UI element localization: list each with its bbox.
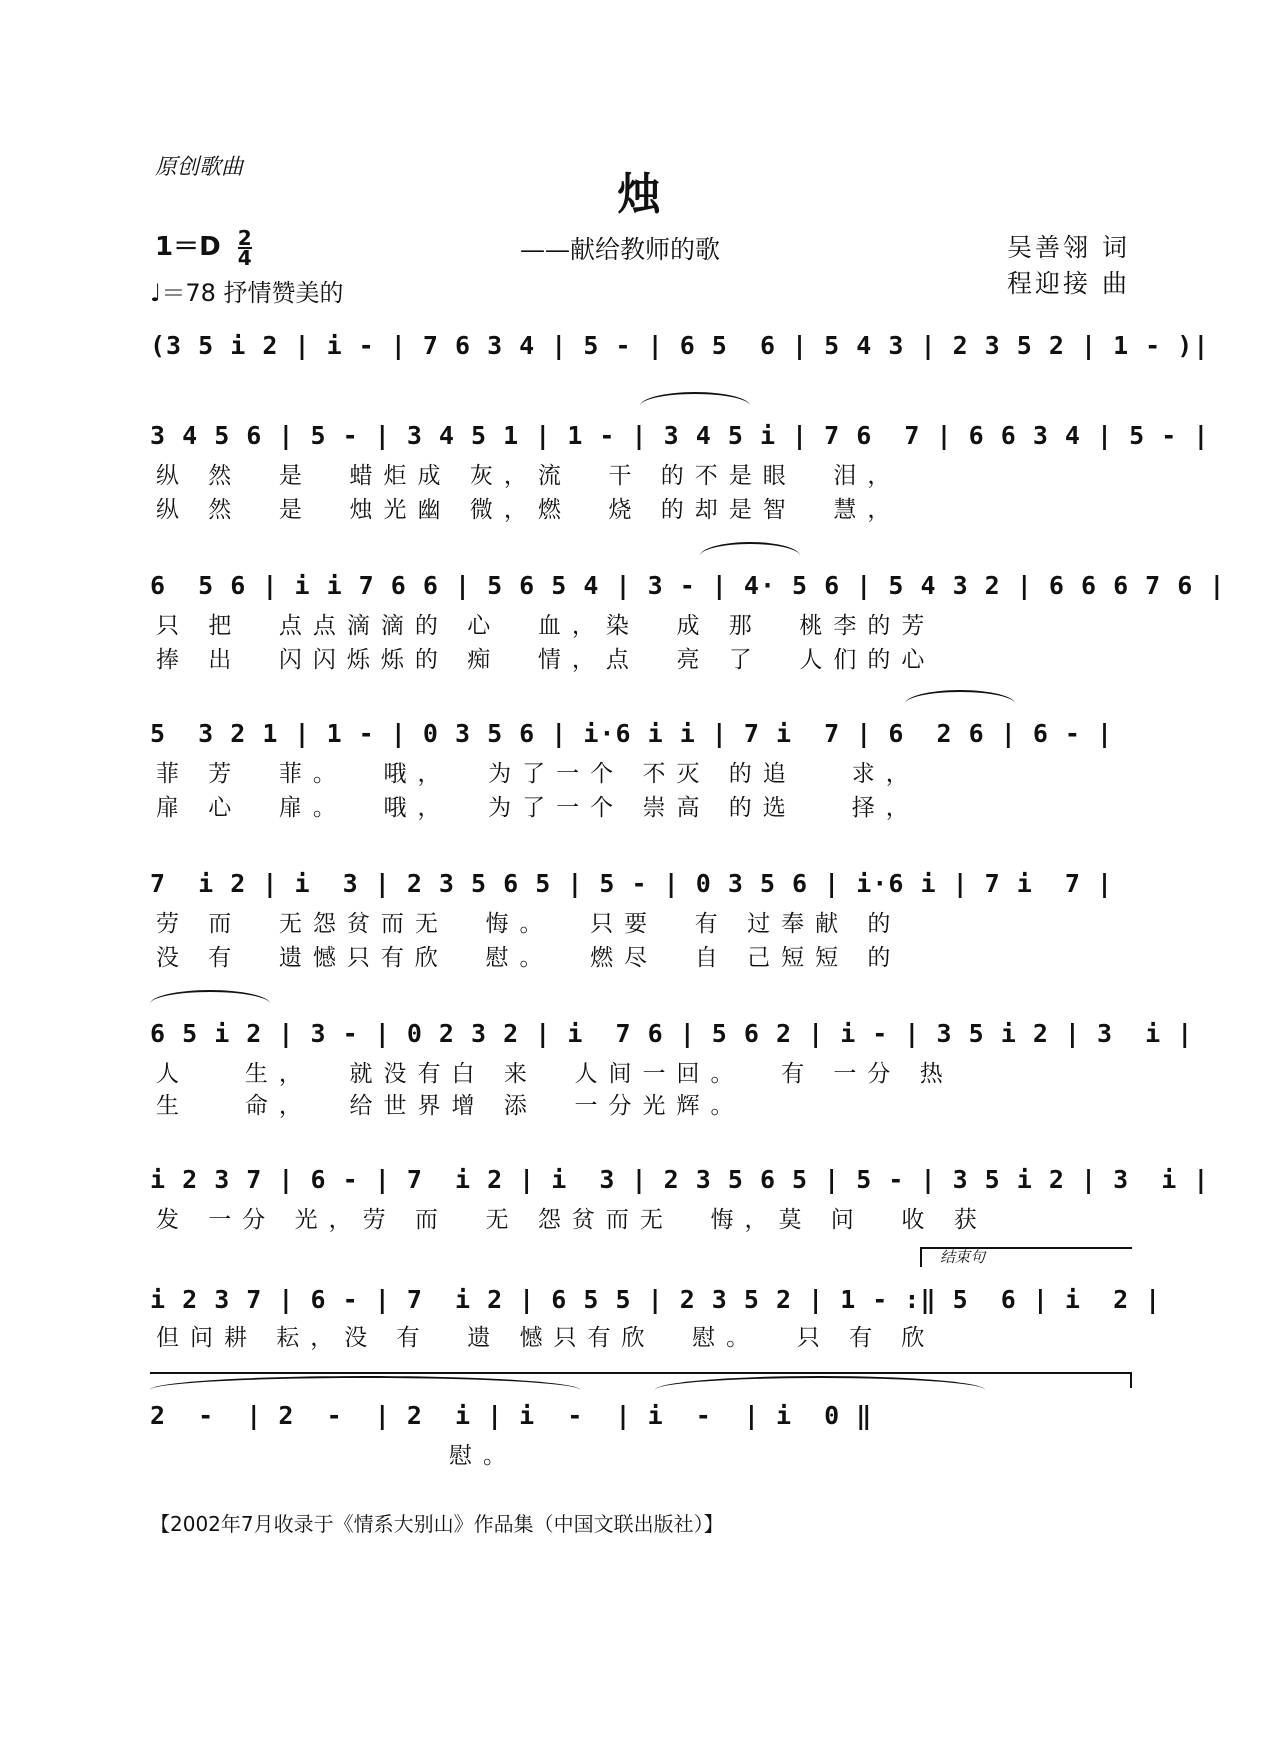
notation-line-4: 5 3 2 1 | 1 - | 0 3 5 6 | i·6 i i | 7 i 7 | 6 2 6 | 6 - | <box>150 719 1114 748</box>
lyric-verse-2-line-4: 扉 心 扉。 哦， 为了一个 崇高 的选 择， <box>156 795 920 821</box>
tempo-marking: ♩＝78 抒情赞美的 <box>150 279 344 307</box>
publication-note: 【2002年7月收录于《情系大别山》作品集（中国文联出版社）】 <box>150 1512 724 1536</box>
lyric-verse-2-line-2: 纵 然 是 烛光幽 微，燃 烧 的却是智 慧， <box>156 497 902 523</box>
time-signature <box>237 225 252 270</box>
composer-credit: 程迎接 曲 <box>1007 269 1130 298</box>
lyric-line-9: 慰。 <box>156 1443 517 1469</box>
notation-line-2: 3 4 5 6 | 5 - | 3 4 5 1 | 1 - | 3 4 5 i | 7 6 7 | 6 6 3 4 | 5 - | <box>150 421 1210 450</box>
key-signature <box>155 225 252 270</box>
time-signature-bottom: 4 <box>237 245 252 270</box>
slur-mark <box>150 990 270 1004</box>
slur-mark <box>640 392 750 406</box>
lyric-verse-1-line-5: 劳 而 无怨贫而无 悔。 只要 有 过奉献 的 <box>156 911 902 937</box>
lyric-line-7: 发 一分 光，劳 而 无 怨贫而无 悔，莫 问 收 获 <box>156 1207 988 1233</box>
slur-mark <box>905 690 1015 704</box>
lyric-line-8: 但问耕 耘，没 有 遗 憾只有欣 慰。 只 有 欣 <box>156 1325 936 1351</box>
lyric-verse-1-line-4: 菲 芳 菲。 哦， 为了一个 不灭 的追 求， <box>156 761 920 787</box>
lyric-verse-1-line-2: 纵 然 是 蜡炬成 灰，流 干 的不是眼 泪， <box>156 463 902 489</box>
notation-line-6: 6 5 i 2 | 3 - | 0 2 3 2 | i 7 6 | 5 6 2 | i - | 3 5 i 2 | 3 i | <box>150 1019 1194 1048</box>
key-label: 1＝D <box>155 232 221 262</box>
lyric-verse-1-line-6: 人 生， 就没有白 来 人间一回。 有 一分 热 <box>156 1061 954 1087</box>
notation-line-9: 2 - | 2 - | 2 i | i - | i - | i 0 ‖ <box>150 1401 873 1430</box>
category-label: 原创歌曲 <box>155 155 244 180</box>
lyric-verse-2-line-6: 生 命， 给世界增 添 一分光辉。 <box>156 1093 745 1119</box>
notation-line-7: i 2 3 7 | 6 - | 7 i 2 | i 3 | 2 3 5 6 5 | 5 - | 3 5 i 2 | 3 i | <box>150 1165 1210 1194</box>
lyric-verse-2-line-5: 没 有 遗憾只有欣 慰。 燃尽 自 己短短 的 <box>156 945 902 971</box>
notation-line-5: 7 i 2 | i 3 | 2 3 5 6 5 | 5 - | 0 3 5 6 | i·6 i | 7 i 7 | <box>150 869 1114 898</box>
lyric-verse-1-line-3: 只 把 点点滴滴的 心 血，染 成 那 桃李的芳 <box>156 613 936 639</box>
slur-mark <box>700 542 800 556</box>
song-subtitle: ——献给教师的歌 <box>520 235 721 264</box>
notation-line-8: i 2 3 7 | 6 - | 7 i 2 | 6 5 5 | 2 3 5 2 | 1 - :‖ 5 6 | i 2 | <box>150 1285 1162 1314</box>
notation-line-3: 6 5 6 | i i 7 6 6 | 5 6 5 4 | 3 - | 4· 5 6 | 5 4 3 2 | 6 6 6 7 6 | <box>150 571 1226 600</box>
ending-label: 结束句 <box>940 1248 986 1266</box>
song-title: 烛 <box>617 169 661 220</box>
time-signature-top: 2 <box>237 225 252 250</box>
notation-line-1: (3 5 i 2 | i - | 7 6 3 4 | 5 - | 6 5 6 | 5 4 3 | 2 3 5 2 | 1 - )| <box>150 331 1210 360</box>
lyricist-credit: 吴善翎 词 <box>1007 233 1130 262</box>
lyric-verse-2-line-3: 捧 出 闪闪烁烁的 痴 情，点 亮 了 人们的心 <box>156 647 936 673</box>
